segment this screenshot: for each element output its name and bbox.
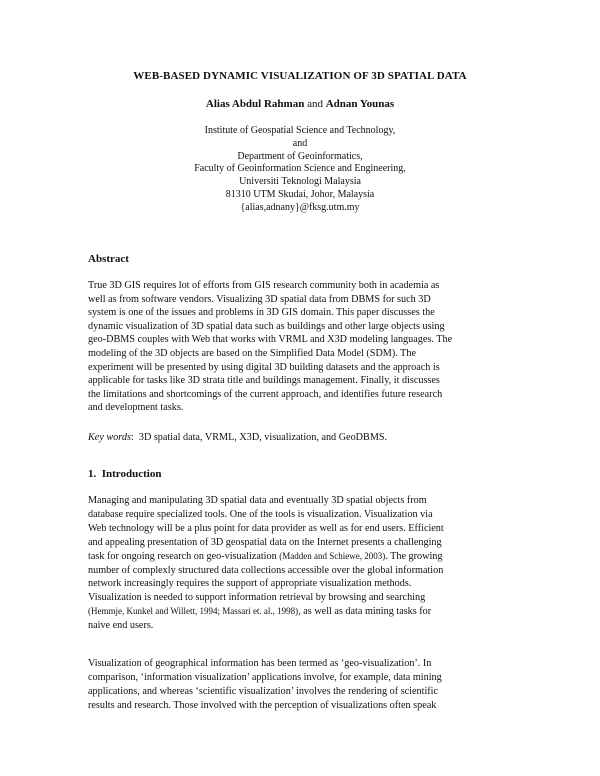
paragraph-line: Visualization is needed to support information retrieval by browsing and searching (88, 592, 426, 604)
paragraph-line: network increasingly requires the support of appropriate visualization methods. (88, 578, 412, 590)
introduction-paragraph-1 (88, 494, 518, 633)
keywords-label: Key words (88, 432, 131, 443)
abstract-heading: Abstract (88, 253, 129, 265)
abstract-line: system is one of the issues and problems in 3D GIS domain. This paper discusses the (88, 307, 435, 319)
affiliation-line: Faculty of Geoinformation Science and Engineering, (194, 163, 406, 175)
author-2: Adnan Younas (325, 98, 395, 110)
introduction-heading: 1. Introduction (88, 468, 162, 480)
affiliation-email: {alias,adnany}@fksg.utm.my (240, 201, 360, 213)
abstract-paragraph (88, 279, 518, 415)
paragraph-line: Managing and manipulating 3D spatial data and eventually 3D spatial objects from (88, 495, 427, 506)
affiliation-line: Department of Geoinformatics, (237, 150, 363, 162)
affiliation-block (0, 125, 600, 215)
paragraph-line: naive end users. (88, 620, 154, 632)
citation: (Hemmje, Kunkel and Willett, 1994; Massari et. al., 1998) (88, 606, 299, 617)
paragraph-line: database require specialized tools. One of the tools is visualization. Visualization via (88, 508, 433, 520)
affiliation-line: Institute of Geospatial Science and Technology, (204, 125, 396, 136)
author-line (0, 98, 600, 110)
paragraph-line: Web technology will be a plus point for data provider as well as for end users. Efficient (88, 522, 444, 534)
paragraph-line (88, 550, 518, 564)
author-1: Alias Abdul Rahman (205, 98, 305, 110)
paper-title: WEB-BASED DYNAMIC VISUALIZATION OF 3D SPATIAL DATA (133, 70, 467, 82)
abstract-line: True 3D GIS requires lot of efforts from GIS research community both in academia as (88, 280, 440, 291)
author-separator: and (304, 98, 326, 110)
affiliation-line: and (292, 137, 308, 149)
paragraph-line: and appealing presentation of 3D geospatial data on the Internet presents a challenging (88, 536, 442, 548)
abstract-line: the limitations and shortcomings of the current approach, and identifies future research (88, 388, 443, 400)
paragraph-line: results and research. Those involved with the perception of visualizations often speak (88, 699, 437, 711)
line-text: task for ongoing research on geo-visualization (88, 550, 280, 562)
keywords-text: : 3D spatial data, VRML, X3D, visualization, and GeoDBMS. (130, 432, 388, 443)
abstract-line: dynamic visualization of 3D spatial data such as buildings and other large objects using (88, 320, 445, 332)
paragraph-line: number of complexly structured data collections accessible over the global information (88, 564, 444, 576)
affiliation-line: Universiti Teknologi Malaysia (239, 176, 361, 188)
abstract-line: and development tasks. (88, 402, 184, 414)
abstract-line: modeling of the 3D objects are based on the Simplified Data Model (SDM). The (88, 347, 417, 359)
paragraph-line: applications, and whereas ‘scientific visualization’ involves the rendering of scientific (88, 685, 439, 697)
line-text: . The growing (385, 550, 443, 562)
abstract-line: geo-DBMS couples with Web that works with VRML and X3D modeling languages. The (88, 334, 453, 346)
paragraph-line: comparison, ‘information visualization’ applications involve, for example, data mining (88, 671, 442, 683)
affiliation-line: 81310 UTM Skudai, Johor, Malaysia (225, 188, 375, 200)
paragraph-line: Visualization of geographical information has been termed as ‘geo-visualization’. In (88, 658, 432, 669)
paragraph-line (88, 605, 518, 619)
line-text: , as well as data mining tasks for (298, 606, 432, 618)
introduction-paragraph-2 (88, 657, 518, 713)
citation: (Madden and Schiewe, 2003) (279, 550, 386, 561)
abstract-line: well as from software vendors. Visualizing 3D spatial data from DBMS for such 3D (88, 293, 431, 305)
abstract-line: applicable for tasks like 3D strata title and buildings management. Finally, it discusses (88, 375, 440, 387)
abstract-line: experiment will be presented by using digital 3D building datasets and the approach is (88, 361, 440, 373)
keywords-line (88, 432, 387, 443)
